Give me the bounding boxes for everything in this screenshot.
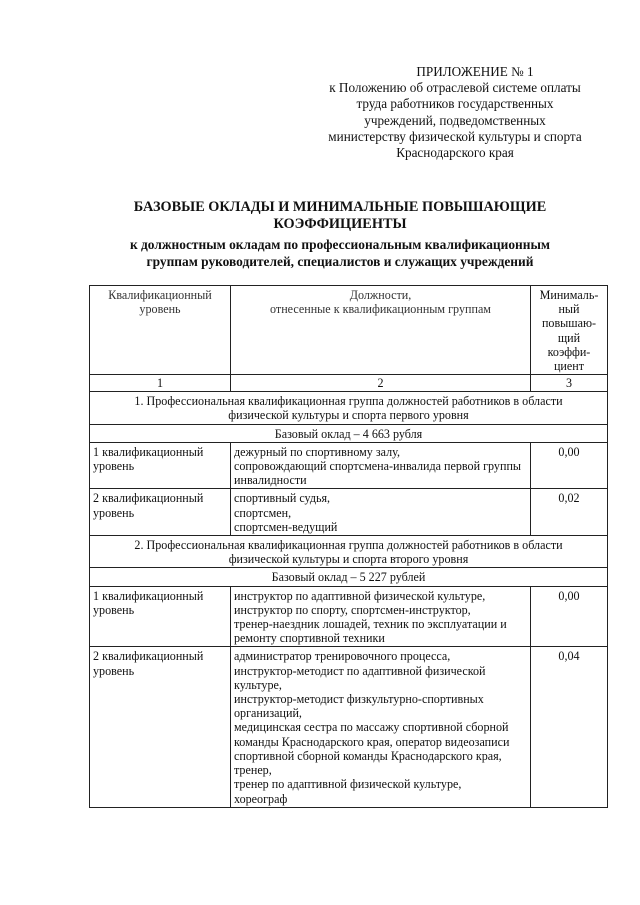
position-item: инструктор-методист по адаптивной физической культуре,: [234, 663, 486, 692]
positions-cell: [231, 586, 531, 647]
document-subtitle-line: группам руководителей, специалистов и служащих учреждений: [146, 254, 534, 269]
appendix-line: министерству физической культуры и спорта: [328, 128, 582, 144]
positions-cell: [231, 489, 531, 536]
group-title-line: 1. Профессиональная квалификационная группа должностей работников в области: [134, 394, 563, 409]
table-row: [90, 489, 608, 536]
header-min-coef-line: коэффи-: [547, 344, 591, 359]
appendix-title: ПРИЛОЖЕНИЕ № 1: [416, 64, 534, 79]
table-row: [90, 442, 608, 489]
coefficient: 0,00: [531, 442, 608, 489]
appendix-line: Краснодарского края: [396, 145, 514, 161]
group-title-line: физической культуры и спорта первого уровня: [228, 408, 469, 423]
column-number: 1: [90, 375, 231, 392]
header-min-coef-line: щий: [557, 330, 581, 345]
header-min-coef-line: ный: [558, 302, 580, 317]
group-title: [90, 536, 608, 568]
coefficient: 0,00: [531, 586, 608, 647]
position-item: инструктор по спорту, спортсмен-инструктор,: [234, 602, 471, 617]
base-salary-row: [90, 568, 608, 586]
base-salary: Базовый оклад – 5 227 рублей: [90, 568, 608, 586]
position-item: спортивный судья,: [234, 491, 331, 506]
base-salary-row: [90, 424, 608, 442]
position-item: хореограф: [234, 791, 288, 806]
position-item: тренер по адаптивной физической культуре,: [234, 777, 462, 792]
appendix-block: [300, 64, 610, 161]
coefficient: 0,02: [531, 489, 608, 536]
position-item: спортсмен-ведущий: [234, 519, 338, 534]
table-header-row: [90, 286, 608, 375]
document-title: [60, 199, 620, 233]
position-item: инструктор-методист физкультурно-спортивных организаций,: [234, 692, 484, 721]
appendix-line: к Положению об отраслевой системе оплаты: [329, 80, 581, 96]
header-min-coef: [531, 286, 608, 375]
header-positions-line: отнесенные к квалификационным группам: [270, 302, 491, 317]
appendix-line: труда работников государственных: [356, 96, 554, 112]
qualification-level: 1 квалификационный уровень: [90, 586, 231, 647]
header-min-coef-line: повышаю-: [541, 316, 597, 331]
document-title-line: КОЭФФИЦИЕНТЫ: [273, 216, 407, 232]
group-title-line: физической культуры и спорта второго уровня: [228, 552, 469, 567]
coefficient: 0,04: [531, 647, 608, 807]
base-salary: Базовый оклад – 4 663 рубля: [90, 424, 608, 442]
column-number: 2: [231, 375, 531, 392]
header-positions: [231, 286, 531, 375]
position-item: тренер-наездник лошадей, техник по эксплуатации и ремонту спортивной техники: [234, 617, 507, 646]
group-title: [90, 392, 608, 424]
header-min-coef-line: циент: [553, 359, 585, 374]
column-number-row: [90, 375, 608, 392]
qualification-level: 2 квалификационный уровень: [90, 489, 231, 536]
qualification-level: 1 квалификационный уровень: [90, 442, 231, 489]
position-item: спортсмен,: [234, 505, 292, 520]
header-level: Квалификационный уровень: [90, 286, 231, 375]
positions-cell: [231, 442, 531, 489]
positions-cell: [231, 647, 531, 807]
column-number: 3: [531, 375, 608, 392]
document-title-line: БАЗОВЫЕ ОКЛАДЫ И МИНИМАЛЬНЫЕ ПОВЫШАЮЩИЕ: [133, 199, 547, 215]
salary-table: [89, 285, 608, 808]
document-subtitle: [60, 236, 620, 270]
appendix-line: учреждений, подведомственных: [364, 112, 546, 128]
table-row: [90, 647, 608, 807]
qualification-level: 2 квалификационный уровень: [90, 647, 231, 807]
header-min-coef-line: Минималь-: [539, 288, 599, 302]
position-item: инструктор по адаптивной физической культуре,: [234, 588, 486, 603]
position-item: сопровождающий спортсмена-инвалида первой группы инвалидности: [234, 459, 522, 488]
position-item: администратор тренировочного процесса,: [234, 649, 451, 664]
group-title-row: [90, 536, 608, 568]
group-title-line: 2. Профессиональная квалификационная группа должностей работников в области: [134, 538, 563, 553]
document-subtitle-line: к должностным окладам по профессиональным квалификационным: [129, 237, 551, 252]
header-positions-line: Должности,: [349, 288, 412, 302]
group-title-row: [90, 392, 608, 424]
position-item: медицинская сестра по массажу спортивной сборной команды Краснодарского края, оператор видеозаписи спортивной сборной команды Краснодарского края, тренер,: [234, 720, 510, 778]
table-row: [90, 586, 608, 647]
position-item: дежурный по спортивному залу,: [234, 444, 401, 459]
